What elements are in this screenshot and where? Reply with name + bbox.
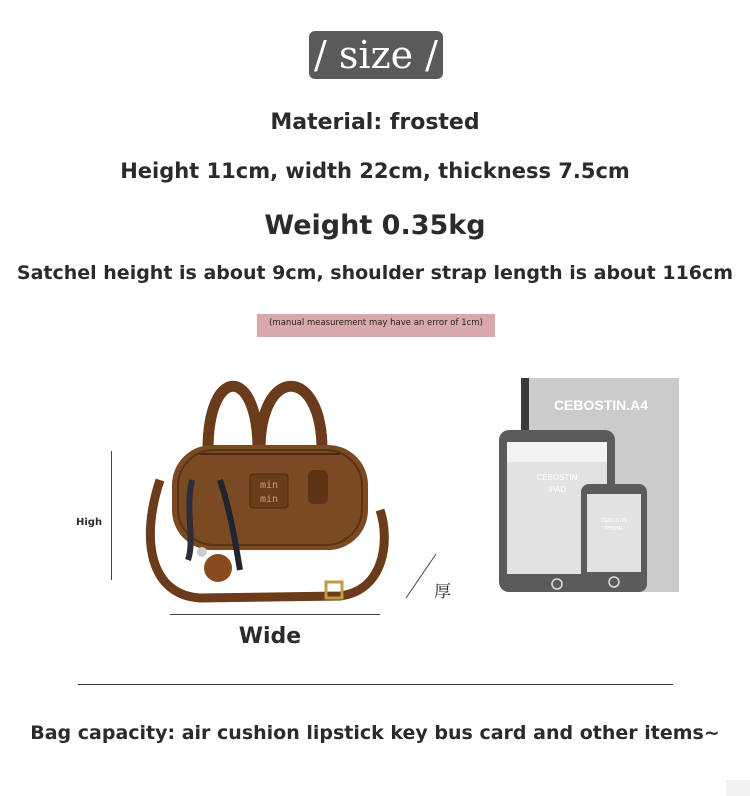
bag-capacity-text: Bag capacity: air cushion lipstick key bus card and other items~ (30, 722, 720, 744)
bag-logo-line1: min (259, 480, 279, 491)
width-label: Wide (238, 624, 302, 649)
measurement-note: (manual measurement may have an error of 1cm) (257, 314, 495, 337)
weight-text: Weight 0.35kg (264, 210, 486, 241)
size-heading-badge: / size / (309, 31, 443, 79)
material-text: Material: frosted (270, 110, 480, 135)
corner-decoration (726, 780, 750, 796)
section-divider (78, 684, 673, 685)
phone-label-line2: IPHONE (604, 526, 624, 532)
size-comparison-devices (495, 374, 685, 596)
a4-label: CEBOSTIN.A4 (553, 397, 649, 413)
width-measure-line (170, 614, 380, 615)
thickness-label: 厚 (434, 582, 451, 602)
height-label: High (76, 517, 103, 528)
ipad-label-line2: IPAD (547, 485, 567, 494)
bag-image (140, 370, 400, 610)
height-measure-line (111, 451, 112, 580)
phone-label-line1: CEBOSTIN (601, 518, 627, 524)
dimensions-text: Height 11cm, width 22cm, thickness 7.5cm (120, 159, 630, 183)
ipad-label-line1: CEBOSTIN (536, 473, 578, 482)
satchel-strap-text: Satchel height is about 9cm, shoulder strap length is about 116cm (16, 262, 734, 284)
bag-logo-line2: min (259, 494, 279, 505)
